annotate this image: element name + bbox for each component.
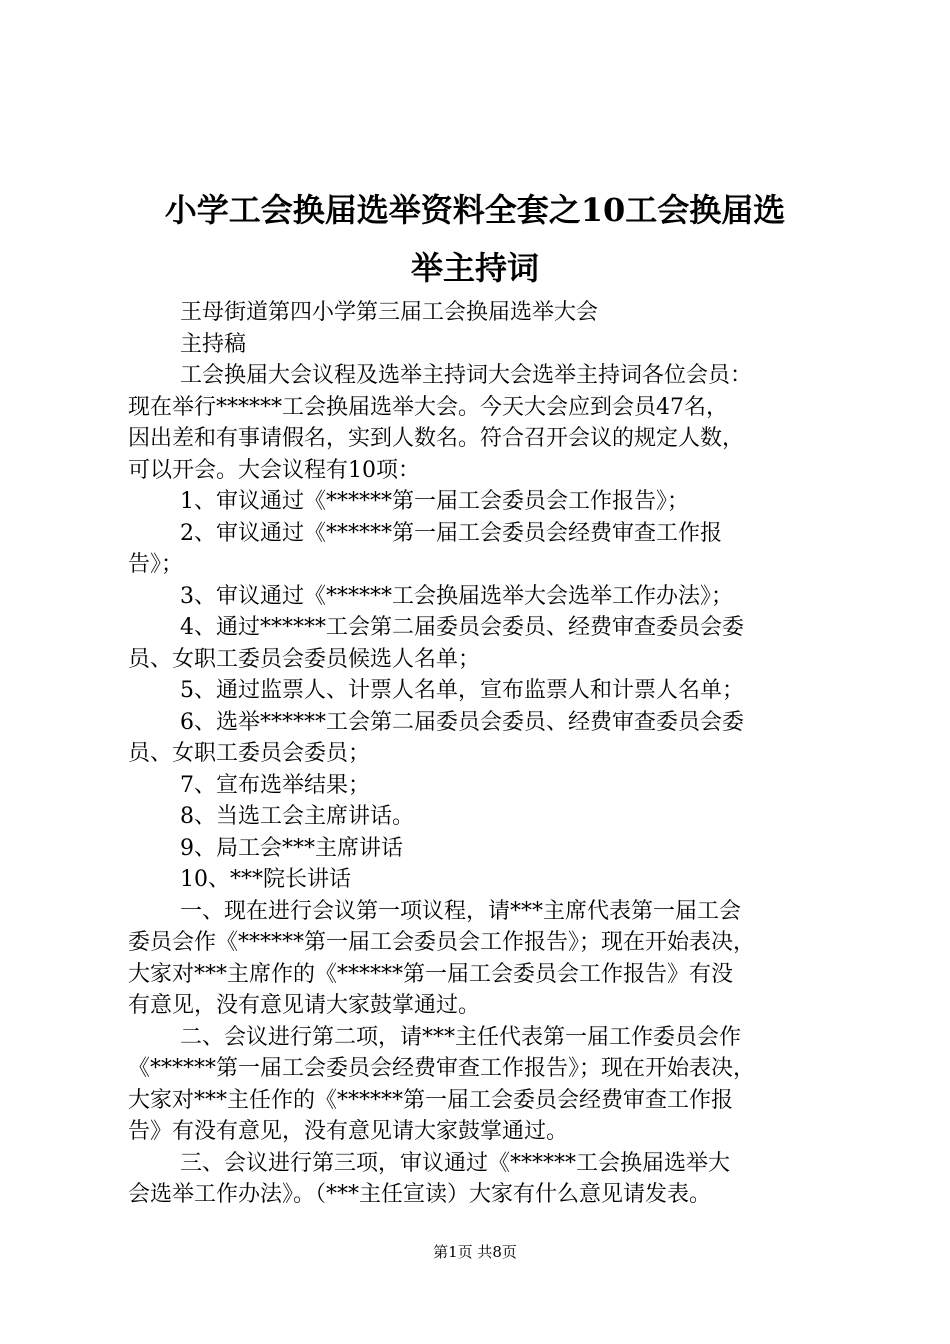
body-line: 大家对***主任作的《******第一届工会委员会经费审查工作报 <box>128 1087 734 1113</box>
document-title-line-1: 小学工会换届选举资料全套之10工会换届选 <box>164 191 786 229</box>
body-line: 工会换届大会议程及选举主持词大会选举主持词各位会员： <box>180 363 753 388</box>
body-line: 告》有没有意见，没有意见请大家鼓掌通过。 <box>128 1119 569 1144</box>
body-line: 《******第一届工会委员会经费审查工作报告》；现在开始表决， <box>128 1056 756 1081</box>
body-line: 三、会议进行第三项，审议通过《******工会换届选举大 <box>180 1150 731 1176</box>
body-line: 6、选举******工会第二届委员会委员、经费审查委员会委 <box>180 709 744 735</box>
body-line: 9、局工会***主席讲话 <box>180 835 403 861</box>
body-line: 员、女职工委员会委员； <box>128 741 371 766</box>
body-line: 10、***院长讲话 <box>180 867 351 892</box>
body-line: 现在举行******工会换届选举大会。今天大会应到会员47名， <box>128 394 728 420</box>
body-line: 一、现在进行会议第一项议程，请***主席代表第一届工会 <box>180 898 742 924</box>
body-line: 员、女职工委员会委员候选人名单； <box>128 646 481 672</box>
page-footer: 第1页 共8页 <box>433 1243 517 1261</box>
body-line: 3、审议通过《******工会换届选举大会选举工作办法》； <box>180 583 733 609</box>
body-line: 大家对***主席作的《******第一届工会委员会工作报告》有没 <box>128 961 734 987</box>
body-line: 1、审议通过《******第一届工会委员会工作报告》； <box>180 489 689 514</box>
body-line: 7、宣布选举结果； <box>180 772 370 798</box>
body-line: 2、审议通过《******第一届工会委员会经费审查工作报 <box>180 520 722 546</box>
body-line: 8、当选工会主席讲话。 <box>180 804 414 829</box>
body-line: 因出差和有事请假名，实到人数名。符合召开会议的规定人数， <box>128 426 745 451</box>
body-line: 可以开会。大会议程有10项： <box>128 457 420 483</box>
body-line: 告》； <box>128 552 184 577</box>
body-line: 王母街道第四小学第三届工会换届选举大会 <box>180 300 599 325</box>
body-line: 4、通过******工会第二届委员会委员、经费审查委员会委 <box>180 615 744 640</box>
body-line: 二、会议进行第二项，请***主任代表第一届工作委员会作 <box>180 1024 742 1050</box>
body-line: 委员会作《******第一届工会委员会工作报告》；现在开始表决， <box>128 930 756 955</box>
body-line: 5、通过监票人、计票人名单，宣布监票人和计票人名单； <box>180 678 744 703</box>
body-line: 有意见，没有意见请大家鼓掌通过。 <box>128 993 481 1018</box>
document-title-line-2: 举主持词 <box>410 249 539 287</box>
body-line: 会选举工作办法》。（***主任宣读）大家有什么意见请发表。 <box>128 1182 712 1207</box>
document-body <box>128 297 833 1211</box>
body-line: 主持稿 <box>180 331 247 357</box>
